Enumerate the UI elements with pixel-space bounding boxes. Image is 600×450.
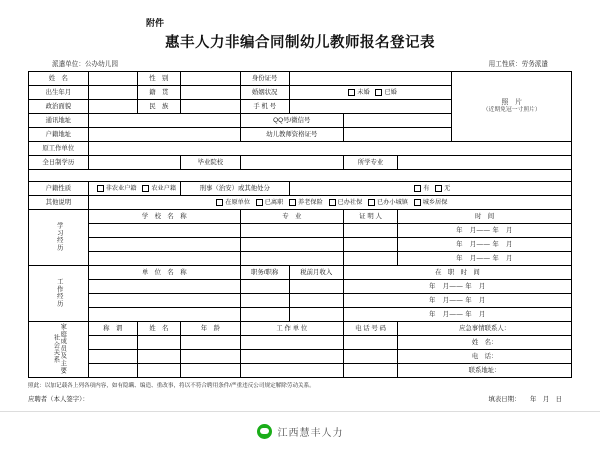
relation-option-label: 城乡居保 (422, 198, 448, 206)
family-vertical-text: 家庭成员及主要社会关系 (52, 322, 67, 374)
family-cell-relation[interactable] (88, 336, 137, 350)
work-cell-time[interactable]: 年 月—— 年 月 (343, 308, 571, 322)
work-header-income: 税前月收入 (289, 266, 343, 280)
family-cell-age[interactable] (181, 350, 241, 364)
table-row (29, 350, 572, 364)
study-section-label (29, 210, 89, 266)
photo-box (452, 72, 572, 142)
family-option-label: 非农业户籍 (105, 184, 137, 192)
cell-punish-label: 刑事（治安）或其他处分 (181, 182, 290, 196)
family-cell-relation[interactable] (88, 364, 137, 378)
cell-family-type-label: 户籍性质 (29, 182, 89, 196)
work-cell-income[interactable] (289, 308, 343, 322)
checkbox-icon[interactable] (375, 89, 382, 96)
work-header-position: 职务/职称 (240, 266, 289, 280)
registration-form-table (28, 71, 572, 378)
cell-punish-options[interactable] (289, 182, 571, 196)
cell-birth-label: 出生年月 (29, 86, 89, 100)
study-cell-major[interactable] (240, 252, 343, 266)
family-cell-name[interactable] (137, 336, 180, 350)
cell-birth-value[interactable] (88, 86, 137, 100)
table-row (29, 252, 572, 266)
work-vertical-text: 工作经历 (55, 277, 63, 307)
family-header-name: 姓 名 (137, 322, 180, 336)
family-header-unit: 工 作 单 位 (240, 322, 343, 336)
dispatch-unit-label: 派遣单位：公办幼儿园 (52, 61, 118, 68)
family-cell-unit[interactable] (240, 336, 343, 350)
punish-option-label: 无 (444, 184, 451, 192)
cell-education-value[interactable] (88, 156, 180, 170)
cell-idno-value[interactable] (289, 72, 452, 86)
family-header-phone: 电 话 号 码 (343, 322, 397, 336)
study-cell-major[interactable] (240, 224, 343, 238)
cell-qq-label: QQ号/微信号 (240, 114, 343, 128)
cell-relation-label: 其他说明 (29, 196, 89, 210)
cell-household-label: 户籍地址 (29, 128, 89, 142)
cell-workunit-label: 原工作单位 (29, 142, 89, 156)
work-cell-position[interactable] (240, 294, 289, 308)
emergency-field-phone[interactable]: 电 话： (398, 350, 572, 364)
checkbox-icon[interactable] (142, 185, 149, 192)
cell-education-label: 全日制学历 (29, 156, 89, 170)
table-row (29, 364, 572, 378)
work-cell-position[interactable] (240, 308, 289, 322)
family-cell-phone[interactable] (343, 336, 397, 350)
study-header-witness: 证 明 人 (343, 210, 397, 224)
work-cell-unit[interactable] (88, 308, 240, 322)
emergency-field-address[interactable]: 联系地址： (398, 364, 572, 378)
table-row (29, 182, 572, 196)
table-row (29, 266, 572, 280)
cell-phone-value[interactable] (289, 100, 452, 114)
punish-option-label: 有 (423, 184, 430, 192)
signature-row (28, 394, 572, 403)
cell-school-label: 毕业院校 (181, 156, 241, 170)
cell-name-value[interactable] (88, 72, 137, 86)
table-row (29, 196, 572, 210)
wechat-footer (0, 411, 600, 450)
work-header-time: 在 职 时 间 (343, 266, 571, 280)
table-row (29, 294, 572, 308)
table-row (29, 72, 572, 86)
attachment-label: 附件 (146, 18, 165, 28)
relation-option-label: 养老保险 (298, 198, 323, 206)
cell-cert-value[interactable] (343, 128, 452, 142)
checkbox-icon[interactable] (435, 185, 442, 192)
study-cell-witness[interactable] (343, 224, 397, 238)
relation-option-label: 已办社保 (337, 198, 363, 206)
family-header-age: 年 龄 (181, 322, 241, 336)
checkbox-icon[interactable] (414, 185, 421, 192)
work-cell-income[interactable] (289, 280, 343, 294)
cell-name-label: 姓 名 (29, 72, 89, 86)
cell-political-label: 政治面貌 (29, 100, 89, 114)
study-cell-school[interactable] (88, 224, 240, 238)
cell-phone-label: 手 机 号 (240, 100, 289, 114)
checkbox-icon[interactable] (414, 199, 421, 206)
checkbox-icon[interactable] (368, 199, 375, 206)
family-cell-name[interactable] (137, 364, 180, 378)
study-cell-witness[interactable] (343, 238, 397, 252)
work-nature-label: 用工性质：劳务派遣 (488, 61, 548, 68)
table-row (29, 210, 572, 224)
cell-marital-options[interactable] (289, 86, 452, 100)
cell-major-value[interactable] (398, 156, 572, 170)
checkbox-icon[interactable] (97, 185, 104, 192)
cell-gender-label: 性 别 (137, 72, 180, 86)
cell-nation-label: 民 族 (137, 100, 180, 114)
cell-political-value[interactable] (88, 100, 137, 114)
marital-option-label: 未婚 (357, 88, 370, 96)
emergency-title: 应急事情联系人： (398, 322, 572, 336)
study-header-time: 时 间 (398, 210, 572, 224)
study-cell-school[interactable] (88, 252, 240, 266)
form-footnote: 照此：以加记载各上列各项内容，如有隐瞒、编造、重改事，将以不符合聘用条件/严重违反公司规定解除劳动关系。 (28, 383, 315, 389)
cell-qq-value[interactable] (343, 114, 452, 128)
family-cell-phone[interactable] (343, 350, 397, 364)
study-cell-witness[interactable] (343, 252, 397, 266)
marital-option-label: 已婚 (384, 88, 397, 96)
cell-family-type-options[interactable] (88, 182, 180, 196)
cell-major-label: 所学专业 (343, 156, 397, 170)
study-vertical-text: 学习经历 (55, 221, 63, 251)
photo-title: 照 片 (501, 99, 522, 107)
study-cell-time[interactable]: 年 月—— 年 月 (398, 252, 572, 266)
study-header-school: 学 校 名 称 (88, 210, 240, 224)
cell-marital-label: 婚姻状况 (240, 86, 289, 100)
work-cell-unit[interactable] (88, 294, 240, 308)
cell-native-value[interactable] (181, 86, 241, 100)
work-header-unit: 单 位 名 称 (88, 266, 240, 280)
table-row (29, 156, 572, 170)
cell-blank-row[interactable] (29, 170, 572, 182)
sub-header-line (28, 58, 572, 71)
wechat-icon (257, 424, 272, 439)
cell-school-value[interactable] (240, 156, 343, 170)
photo-note: （近期免冠一寸照片） (482, 107, 541, 114)
cell-gender-value[interactable] (181, 72, 241, 86)
study-header-major: 专 业 (240, 210, 343, 224)
checkbox-icon[interactable] (289, 199, 296, 206)
relation-option-label: 已办小城镇 (377, 198, 408, 206)
cell-idno-label: 身份证号 (240, 72, 289, 86)
table-row (29, 142, 572, 156)
table-row (29, 322, 572, 336)
cell-household-value[interactable] (88, 128, 240, 142)
family-option-label: 农业户籍 (151, 184, 177, 192)
checkbox-icon[interactable] (329, 199, 336, 206)
work-cell-position[interactable] (240, 280, 289, 294)
table-row (29, 224, 572, 238)
cell-address-value[interactable] (88, 114, 240, 128)
checkbox-icon[interactable] (216, 199, 223, 206)
family-header-relation: 称 谓 (88, 322, 137, 336)
table-row (29, 170, 572, 182)
work-cell-time[interactable]: 年 月—— 年 月 (343, 294, 571, 308)
cell-workunit-value[interactable] (88, 142, 571, 156)
work-cell-income[interactable] (289, 294, 343, 308)
cell-relation-options[interactable] (88, 196, 571, 210)
table-row (29, 280, 572, 294)
work-cell-unit[interactable] (88, 280, 240, 294)
table-row (29, 308, 572, 322)
cell-address-label: 通讯地址 (29, 114, 89, 128)
family-cell-relation[interactable] (88, 350, 137, 364)
checkbox-icon[interactable] (348, 89, 355, 96)
cell-native-label: 籍 贯 (137, 86, 180, 100)
emergency-field-name[interactable]: 姓 名： (398, 336, 572, 350)
cell-cert-label: 幼儿教师资格证号 (240, 128, 343, 142)
fill-date-label[interactable]: 填表日期： 年 月 日 (488, 396, 562, 404)
table-row (29, 336, 572, 350)
checkbox-icon[interactable] (256, 199, 263, 206)
family-cell-unit[interactable] (240, 364, 343, 378)
family-section-label (29, 322, 89, 378)
family-cell-age[interactable] (181, 336, 241, 350)
relation-option-label: 已离职 (264, 198, 284, 206)
wechat-account-name: 江西慧丰人力 (277, 427, 344, 439)
study-cell-time[interactable]: 年 月—— 年 月 (398, 238, 572, 252)
family-cell-age[interactable] (181, 364, 241, 378)
study-cell-time[interactable]: 年 月—— 年 月 (398, 224, 572, 238)
page-title: 惠丰人力非编合同制幼儿教师报名登记表 (165, 35, 435, 51)
study-cell-school[interactable] (88, 238, 240, 252)
work-section-label (29, 266, 89, 322)
work-cell-time[interactable]: 年 月—— 年 月 (343, 280, 571, 294)
applicant-signature-label[interactable]: 应聘者（本人签字）： (28, 396, 89, 404)
study-cell-major[interactable] (240, 238, 343, 252)
relation-option-label: 在原单位 (225, 198, 251, 206)
family-cell-phone[interactable] (343, 364, 397, 378)
cell-nation-value[interactable] (181, 100, 241, 114)
family-cell-unit[interactable] (240, 350, 343, 364)
table-row (29, 238, 572, 252)
family-cell-name[interactable] (137, 350, 180, 364)
